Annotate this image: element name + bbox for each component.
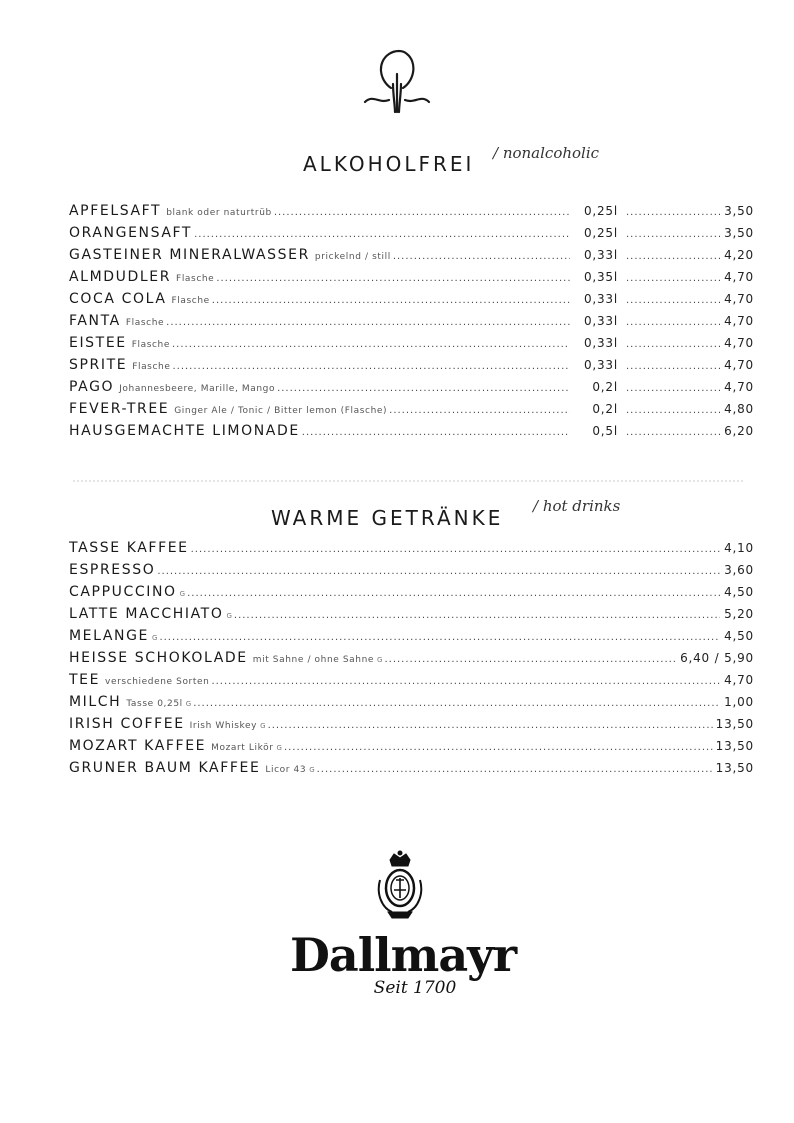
menu-item-name: ESPRESSO [69, 562, 156, 578]
leader-dots [302, 427, 570, 438]
leader-dots [626, 317, 722, 328]
menu-item-price: 4,10 [724, 541, 754, 555]
menu-item-volume: 0,5l [592, 424, 618, 438]
menu-item-row [69, 291, 754, 313]
leader-dots [277, 383, 570, 394]
leader-dots [626, 251, 722, 262]
menu-item-price: 4,80 [724, 402, 754, 416]
menu-item-row [69, 584, 754, 606]
allergen-code: G [185, 700, 192, 708]
menu-item-name: ORANGENSAFT [69, 225, 193, 241]
leader-dots [211, 676, 720, 687]
menu-item-volume: 0,25l [583, 204, 618, 218]
menu-item-row [69, 540, 754, 562]
menu-item-note: Tasse 0,25l [126, 699, 183, 709]
menu-item-name: COCA COLA [69, 291, 167, 307]
menu-item-note: prickelnd / still [314, 252, 391, 262]
menu-item-name: SPRITE [69, 357, 128, 373]
menu-list-warme-getraenke [69, 540, 754, 782]
dallmayr-logo [290, 850, 517, 1010]
leader-dots [157, 566, 720, 577]
menu-item-volume: 0,33l [583, 336, 618, 350]
leader-dots [626, 361, 722, 372]
menu-item-volume: 0,2l [592, 380, 618, 394]
menu-item-row [69, 716, 754, 738]
menu-item-price: 4,70 [724, 314, 754, 328]
menu-item-row [69, 650, 754, 672]
leader-dots [191, 544, 720, 555]
allergen-code: G [152, 634, 158, 642]
menu-item-row [69, 313, 754, 335]
menu-item-volume: 0,25l [583, 226, 618, 240]
menu-item-price: 4,50 [724, 585, 754, 599]
leader-dots [626, 229, 722, 240]
leader-dots [284, 742, 714, 753]
menu-item-row [69, 335, 754, 357]
menu-item-price: 13,50 [715, 717, 754, 731]
menu-item-price: 4,70 [724, 358, 754, 372]
menu-item-volume: 0,33l [583, 292, 618, 306]
grüner-baum-monogram-icon [361, 44, 433, 116]
allergen-code: G [377, 656, 383, 664]
menu-item-price: 3,60 [724, 563, 754, 577]
leader-dots [626, 295, 722, 306]
leader-dots [626, 427, 722, 438]
menu-item-row [69, 760, 754, 782]
allergen-code: G [276, 744, 282, 752]
menu-item-row [69, 225, 754, 247]
menu-item-name: CAPPUCCINO [69, 584, 177, 600]
leader-dots [626, 405, 722, 416]
menu-item-note: Flasche [132, 362, 171, 372]
menu-item-name: IRISH COFFEE [69, 716, 185, 732]
menu-item-note: Flasche [176, 274, 215, 284]
menu-item-name: HEISSE SCHOKOLADE [69, 650, 248, 666]
dallmayr-wordmark: Dallmayr [290, 928, 517, 982]
menu-item-row [69, 357, 754, 379]
menu-item-row [69, 628, 754, 650]
menu-item-note: Irish Whiskey [189, 721, 258, 731]
leader-dots [172, 339, 570, 350]
dallmayr-crest-icon [372, 850, 428, 920]
menu-item-row [69, 606, 754, 628]
menu-item-note: Johannesbeere, Marille, Mango [119, 384, 276, 394]
menu-item-price: 13,50 [715, 739, 754, 753]
menu-item-name: FEVER-TREE [69, 401, 170, 417]
menu-item-row [69, 562, 754, 584]
leader-dots [389, 405, 570, 416]
menu-item-name: LATTE MACCHIATO [69, 606, 224, 622]
leader-dots [172, 361, 570, 372]
menu-item-note: blank oder naturtrüb [166, 208, 272, 218]
leader-dots [268, 720, 714, 731]
menu-item-row [69, 694, 754, 716]
leader-dots [166, 317, 570, 328]
menu-item-price: 3,50 [724, 226, 754, 240]
menu-item-name: GASTEINER MINERALWASSER [69, 247, 310, 263]
allergen-code: G [309, 766, 315, 774]
leader-dots [234, 610, 720, 621]
section-title-warme-getraenke: WARME GETRÄNKE [271, 506, 504, 530]
menu-item-name: EISTEE [69, 335, 127, 351]
leader-dots [384, 654, 678, 665]
menu-item-price: 4,70 [724, 336, 754, 350]
menu-item-price: 6,40 / 5,90 [680, 651, 754, 665]
menu-item-note: verschiedene Sorten [105, 677, 210, 687]
menu-item-price: 4,70 [724, 292, 754, 306]
menu-item-name: TASSE KAFFEE [69, 540, 189, 556]
menu-item-price: 4,70 [724, 673, 754, 687]
menu-item-price: 1,00 [724, 695, 754, 709]
leader-dots [626, 383, 722, 394]
menu-item-row [69, 379, 754, 401]
menu-item-price: 4,20 [724, 248, 754, 262]
menu-item-volume: 0,33l [583, 314, 618, 328]
leader-dots [159, 632, 720, 643]
menu-item-row [69, 401, 754, 423]
menu-item-name: MILCH [69, 694, 122, 710]
menu-item-row [69, 203, 754, 225]
menu-item-name: TEE [69, 672, 101, 688]
menu-item-name: ALMDUDLER [69, 269, 172, 285]
leader-dots [187, 588, 720, 599]
menu-item-note: Ginger Ale / Tonic / Bitter lemon (Flasche) [174, 406, 388, 416]
menu-item-price: 5,20 [724, 607, 754, 621]
leader-dots [216, 273, 570, 284]
menu-item-row [69, 738, 754, 760]
leader-dots [393, 251, 570, 262]
leader-dots [626, 339, 722, 350]
menu-item-price: 4,50 [724, 629, 754, 643]
menu-item-name: GRÜNER BAUM KAFFEE [69, 760, 261, 776]
leader-dots [193, 698, 720, 709]
menu-item-price: 3,50 [724, 204, 754, 218]
menu-item-price: 6,20 [724, 424, 754, 438]
menu-item-note: Mozart Likör [211, 743, 274, 753]
menu-item-note: Flasche [171, 296, 210, 306]
menu-item-note: Flasche [131, 340, 170, 350]
section-divider [72, 480, 744, 482]
section-title-alkoholfrei: ALKOHOLFREI [303, 152, 475, 176]
menu-item-row [69, 423, 754, 445]
section-subtitle-warme-getraenke: / hot drinks [533, 497, 621, 515]
leader-dots [194, 229, 570, 240]
menu-item-note: Flasche [125, 318, 165, 328]
menu-item-name: HAUSGEMACHTE LIMONADE [69, 423, 300, 439]
menu-item-price: 4,70 [724, 270, 754, 284]
menu-item-name: FANTA [69, 313, 121, 329]
allergen-code: G [226, 612, 232, 620]
menu-item-price: 4,70 [724, 380, 754, 394]
menu-item-volume: 0,33l [583, 248, 618, 262]
menu-item-row [69, 672, 754, 694]
menu-list-alkoholfrei [69, 203, 754, 445]
menu-item-name: APFELSAFT [69, 203, 162, 219]
menu-item-name: PAGO [69, 379, 115, 395]
section-subtitle-alkoholfrei: / nonalcoholic [493, 144, 600, 162]
leader-dots [626, 273, 722, 284]
menu-item-row [69, 269, 754, 291]
leader-dots [317, 764, 714, 775]
leader-dots [274, 207, 570, 218]
allergen-code: G [179, 590, 186, 598]
leader-dots [626, 207, 722, 218]
menu-item-note: mit Sahne / ohne Sahne [252, 655, 375, 665]
dallmayr-since: Seit 1700 [373, 978, 457, 998]
leader-dots [212, 295, 570, 306]
menu-item-volume: 0,35l [583, 270, 618, 284]
menu-item-volume: 0,33l [583, 358, 618, 372]
menu-item-price: 13,50 [715, 761, 754, 775]
menu-item-note: Licor 43 [265, 765, 307, 775]
menu-item-volume: 0,2l [592, 402, 618, 416]
menu-item-row [69, 247, 754, 269]
menu-item-name: MOZART KAFFEE [69, 738, 207, 754]
allergen-code: G [260, 722, 266, 730]
menu-item-name: MELANGE [69, 628, 149, 644]
